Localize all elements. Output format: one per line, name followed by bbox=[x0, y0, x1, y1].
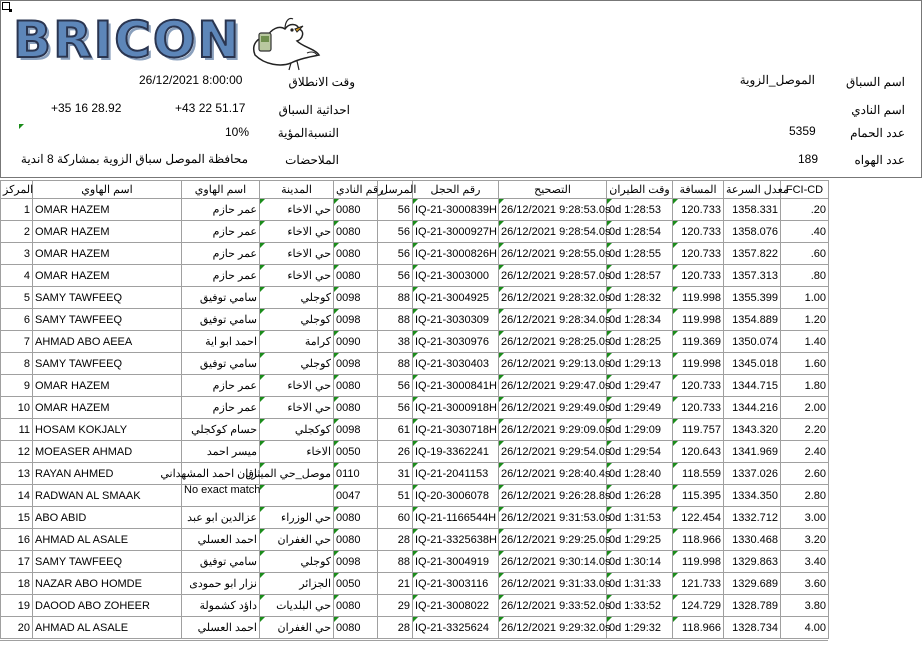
cell-name-en: RAYAN AHMED bbox=[33, 463, 182, 485]
cell-flight-time: 0d 1:29:47 bbox=[607, 375, 673, 397]
race-header-panel bbox=[0, 0, 922, 178]
cell-speed: 1358.076 bbox=[724, 221, 781, 243]
cell-sent: 88 bbox=[378, 287, 413, 309]
cell-correction: 26/12/2021 9:29:54.0s bbox=[499, 441, 607, 463]
pigeon-icon bbox=[245, 15, 323, 71]
next-row-edge bbox=[0, 640, 828, 650]
col-club-no: رقم النادي bbox=[334, 181, 378, 199]
cell-city: الجزائر bbox=[260, 573, 334, 595]
cell-marker bbox=[19, 124, 24, 129]
col-correction: التصحيح bbox=[499, 181, 607, 199]
cell-fci: 3.60 bbox=[781, 573, 829, 595]
cell-ring: IQ-21-3004925 bbox=[413, 287, 499, 309]
cell-club-no: 0110 bbox=[334, 463, 378, 485]
cell-rank: 19 bbox=[1, 595, 33, 617]
cell-flight-time: 0d 1:28:54 bbox=[607, 221, 673, 243]
cell-name-ar: عمر حازم bbox=[182, 265, 260, 287]
cell-ring: IQ-21-3325624 bbox=[413, 617, 499, 639]
cell-flight-time: 0d 1:29:13 bbox=[607, 353, 673, 375]
race-name-label: اسم السباق bbox=[846, 75, 905, 89]
logo-text: BRICON bbox=[13, 11, 242, 69]
cell-speed: 1345.018 bbox=[724, 353, 781, 375]
cell-sent: 29 bbox=[378, 595, 413, 617]
col-fci: FCI-CD bbox=[781, 181, 829, 199]
cell-ring: IQ-21-3000841H bbox=[413, 375, 499, 397]
col-flight-time: وقت الطيران bbox=[607, 181, 673, 199]
cell-rank: 13 bbox=[1, 463, 33, 485]
cell-flight-time: 0d 1:29:32 bbox=[607, 617, 673, 639]
cell-correction: 26/12/2021 9:28:32.0s bbox=[499, 287, 607, 309]
cell-fci: .40 bbox=[781, 221, 829, 243]
cell-fci: .80 bbox=[781, 265, 829, 287]
cell-name-ar: احمد العسلي bbox=[182, 617, 260, 639]
col-ring: رقم الحجل bbox=[413, 181, 499, 199]
race-results-table bbox=[0, 180, 829, 639]
cell-distance: 119.998 bbox=[673, 287, 724, 309]
cell-ring: IQ-21-3030976 bbox=[413, 331, 499, 353]
col-distance: المسافة bbox=[673, 181, 724, 199]
cell-fci: 2.00 bbox=[781, 397, 829, 419]
cell-fci: .60 bbox=[781, 243, 829, 265]
cell-distance: 119.369 bbox=[673, 331, 724, 353]
cell-flight-time: 0d 1:29:49 bbox=[607, 397, 673, 419]
cell-fci: 3.00 bbox=[781, 507, 829, 529]
cell-flight-time: 0d 1:26:28 bbox=[607, 485, 673, 507]
cell-distance: 120.733 bbox=[673, 397, 724, 419]
cell-rank: 18 bbox=[1, 573, 33, 595]
cell-correction: 26/12/2021 9:28:55.0s bbox=[499, 243, 607, 265]
cell-name-ar: داؤد كشمولة bbox=[182, 595, 260, 617]
cell-name-en: OMAR HAZEM bbox=[33, 375, 182, 397]
cell-rank: 12 bbox=[1, 441, 33, 463]
cell-city: موصل_حي الميثاق bbox=[260, 463, 334, 485]
cell-correction: 26/12/2021 9:28:53.0s bbox=[499, 199, 607, 221]
cell-name-en: ABO ABID bbox=[33, 507, 182, 529]
cell-name-ar: احمد ابو اية bbox=[182, 331, 260, 353]
notes-value: محافظة الموصل سباق الزوية بمشاركة 8 اندية bbox=[20, 152, 248, 166]
cell-ring: IQ-21-2041153 bbox=[413, 463, 499, 485]
notes-label: الملاحضات bbox=[285, 153, 339, 167]
cell-city: الاخاء bbox=[260, 441, 334, 463]
cell-ring: IQ-21-3000826H bbox=[413, 243, 499, 265]
cell-club-no: 0080 bbox=[334, 507, 378, 529]
cell-city: حي الوزراء bbox=[260, 507, 334, 529]
cell-club-no: 0080 bbox=[334, 397, 378, 419]
table-row[interactable] bbox=[1, 265, 829, 287]
table-row[interactable] bbox=[1, 397, 829, 419]
cell-ring: IQ-21-3325638H bbox=[413, 529, 499, 551]
cell-flight-time: 0d 1:28:40 bbox=[607, 463, 673, 485]
cell-sent: 56 bbox=[378, 243, 413, 265]
cell-distance: 120.733 bbox=[673, 199, 724, 221]
cell-rank: 17 bbox=[1, 551, 33, 573]
cell-city: حي البلديات bbox=[260, 595, 334, 617]
cell-name-ar: عمر حازم bbox=[182, 375, 260, 397]
cell-rank: 11 bbox=[1, 419, 33, 441]
cell-name-ar: ريان احمد المشهداني bbox=[182, 463, 260, 485]
cell-rank: 10 bbox=[1, 397, 33, 419]
cell-speed: 1329.689 bbox=[724, 573, 781, 595]
table-row[interactable] bbox=[1, 617, 829, 639]
cell-name-ar: سامي توفيق bbox=[182, 551, 260, 573]
cell-fci: 2.20 bbox=[781, 419, 829, 441]
cell-name-ar: سامي توفيق bbox=[182, 353, 260, 375]
table-row[interactable] bbox=[1, 199, 829, 221]
cell-club-no: 0098 bbox=[334, 287, 378, 309]
cell-sent: 56 bbox=[378, 221, 413, 243]
col-rank: المركز bbox=[1, 181, 33, 199]
cell-club-no: 0090 bbox=[334, 331, 378, 353]
cell-city: حي الغفران bbox=[260, 529, 334, 551]
cell-speed: 1328.734 bbox=[724, 617, 781, 639]
table-row[interactable] bbox=[1, 463, 829, 485]
table-row[interactable] bbox=[1, 485, 829, 507]
cell-fci: 1.40 bbox=[781, 331, 829, 353]
cell-sent: 61 bbox=[378, 419, 413, 441]
cell-fci: 2.80 bbox=[781, 485, 829, 507]
cell-fci: 1.60 bbox=[781, 353, 829, 375]
cell-speed: 1344.715 bbox=[724, 375, 781, 397]
cell-correction: 26/12/2021 9:26:28.8s bbox=[499, 485, 607, 507]
cell-distance: 124.729 bbox=[673, 595, 724, 617]
cell-name-en: HOSAM KOKJALY bbox=[33, 419, 182, 441]
cell-sent: 56 bbox=[378, 265, 413, 287]
cell-flight-time: 0d 1:29:09 bbox=[607, 419, 673, 441]
cell-ring: IQ-21-3003116 bbox=[413, 573, 499, 595]
cell-correction: 26/12/2021 9:28:40.4s bbox=[499, 463, 607, 485]
cell-club-no: 0080 bbox=[334, 529, 378, 551]
cell-rank: 6 bbox=[1, 309, 33, 331]
cell-name-en: SAMY TAWFEEQ bbox=[33, 353, 182, 375]
cell-name-en: SAMY TAWFEEQ bbox=[33, 309, 182, 331]
cell-correction: 26/12/2021 9:28:54.0s bbox=[499, 221, 607, 243]
cell-name-ar: سامي توفيق bbox=[182, 309, 260, 331]
cell-flight-time: 0d 1:28:53 bbox=[607, 199, 673, 221]
cell-rank: 9 bbox=[1, 375, 33, 397]
cell-sent: 21 bbox=[378, 573, 413, 595]
cell-ring: IQ-21-3030403 bbox=[413, 353, 499, 375]
club-name-label: اسم النادي bbox=[851, 103, 905, 117]
cell-correction: 26/12/2021 9:31:33.0s bbox=[499, 573, 607, 595]
cell-correction: 26/12/2021 9:28:57.0s bbox=[499, 265, 607, 287]
cell-fci: 4.00 bbox=[781, 617, 829, 639]
cell-club-no: 0098 bbox=[334, 551, 378, 573]
cell-distance: 118.966 bbox=[673, 617, 724, 639]
cell-sent: 56 bbox=[378, 375, 413, 397]
cell-sent: 28 bbox=[378, 529, 413, 551]
table-header-row bbox=[1, 181, 829, 199]
col-sent: المرسل bbox=[378, 181, 413, 199]
cell-sent: 38 bbox=[378, 331, 413, 353]
table-row[interactable] bbox=[1, 375, 829, 397]
cell-club-no: 0080 bbox=[334, 199, 378, 221]
cell-city: كوكجلي bbox=[260, 419, 334, 441]
cell-flight-time: 0d 1:30:14 bbox=[607, 551, 673, 573]
cell-flight-time: 0d 1:31:53 bbox=[607, 507, 673, 529]
cell-name-ar: احمد العسلي bbox=[182, 529, 260, 551]
cell-speed: 1357.313 bbox=[724, 265, 781, 287]
cell-correction: 26/12/2021 9:29:09.0s bbox=[499, 419, 607, 441]
col-speed: معدل السرعة bbox=[724, 181, 781, 199]
cell-sent: 88 bbox=[378, 309, 413, 331]
cell-ring: IQ-21-3004919 bbox=[413, 551, 499, 573]
cell-name-ar: عمر حازم bbox=[182, 221, 260, 243]
race-coord-lon: +35 16 28.92 bbox=[51, 101, 122, 115]
cell-name-ar: نزار ابو حمودى bbox=[182, 573, 260, 595]
cell-club-no: 0050 bbox=[334, 441, 378, 463]
cell-fci: 3.80 bbox=[781, 595, 829, 617]
cell-club-no: 0080 bbox=[334, 375, 378, 397]
cell-rank: 8 bbox=[1, 353, 33, 375]
cell-name-ar: ميسر احمد bbox=[182, 441, 260, 463]
cell-club-no: 0098 bbox=[334, 353, 378, 375]
col-city: المدينة bbox=[260, 181, 334, 199]
cell-speed: 1358.331 bbox=[724, 199, 781, 221]
cell-fci: 1.20 bbox=[781, 309, 829, 331]
cell-fci: 2.60 bbox=[781, 463, 829, 485]
cell-correction: 26/12/2021 9:28:34.0s bbox=[499, 309, 607, 331]
cell-fci: .20 bbox=[781, 199, 829, 221]
cell-speed: 1329.863 bbox=[724, 551, 781, 573]
cell-club-no: 0098 bbox=[334, 419, 378, 441]
cell-distance: 120.733 bbox=[673, 265, 724, 287]
pigeon-count-value: 5359 bbox=[789, 124, 816, 138]
race-coords-label: احداثية السباق bbox=[278, 103, 350, 117]
cell-rank: 2 bbox=[1, 221, 33, 243]
cell-distance: 119.757 bbox=[673, 419, 724, 441]
cell-name-en: AHMAD ABO AEEA bbox=[33, 331, 182, 353]
cell-speed: 1328.789 bbox=[724, 595, 781, 617]
cell-ring: IQ-20-3006078 bbox=[413, 485, 499, 507]
cell-club-no: 0080 bbox=[334, 617, 378, 639]
cell-city: حي الاخاء bbox=[260, 199, 334, 221]
cell-correction: 26/12/2021 9:29:13.0s bbox=[499, 353, 607, 375]
cell-name-en: DAOOD ABO ZOHEER bbox=[33, 595, 182, 617]
cell-flight-time: 0d 1:33:52 bbox=[607, 595, 673, 617]
cell-name-en: NAZAR ABO HOMDE bbox=[33, 573, 182, 595]
cell-ring: IQ-19-3362241 bbox=[413, 441, 499, 463]
cell-flight-time: 0d 1:28:34 bbox=[607, 309, 673, 331]
cell-club-no: 0098 bbox=[334, 309, 378, 331]
cell-distance: 121.733 bbox=[673, 573, 724, 595]
cell-name-en: OMAR HAZEM bbox=[33, 221, 182, 243]
cell-rank: 14 bbox=[1, 485, 33, 507]
cell-ring: IQ-21-3000927H bbox=[413, 221, 499, 243]
cell-speed: 1350.074 bbox=[724, 331, 781, 353]
cell-ring: IQ-21-3000839H bbox=[413, 199, 499, 221]
cell-name-en: OMAR HAZEM bbox=[33, 265, 182, 287]
table-row[interactable] bbox=[1, 353, 829, 375]
cell-name-en: OMAR HAZEM bbox=[33, 397, 182, 419]
cell-flight-time: 0d 1:31:33 bbox=[607, 573, 673, 595]
cell-club-no: 0050 bbox=[334, 573, 378, 595]
bricon-logo bbox=[13, 13, 313, 67]
table-row[interactable] bbox=[1, 221, 829, 243]
cell-distance: 120.733 bbox=[673, 221, 724, 243]
cell-sent: 56 bbox=[378, 397, 413, 419]
cell-correction: 26/12/2021 9:28:25.0s bbox=[499, 331, 607, 353]
table-row[interactable] bbox=[1, 529, 829, 551]
cell-distance: 122.454 bbox=[673, 507, 724, 529]
table-row[interactable] bbox=[1, 507, 829, 529]
cell-sent: 60 bbox=[378, 507, 413, 529]
cell-correction: 26/12/2021 9:29:25.0s bbox=[499, 529, 607, 551]
cell-speed: 1330.468 bbox=[724, 529, 781, 551]
table-row[interactable] bbox=[1, 287, 829, 309]
cell-flight-time: 0d 1:28:57 bbox=[607, 265, 673, 287]
cell-ring: IQ-21-3003000 bbox=[413, 265, 499, 287]
cell-ring: IQ-21-3000918H bbox=[413, 397, 499, 419]
cell-city: كوجلي bbox=[260, 287, 334, 309]
cell-speed: 1337.026 bbox=[724, 463, 781, 485]
cell-name-en: MOEASER AHMAD bbox=[33, 441, 182, 463]
cell-city: كوجلي bbox=[260, 353, 334, 375]
cell-ring: IQ-21-3030718H bbox=[413, 419, 499, 441]
cell-distance: 119.998 bbox=[673, 309, 724, 331]
pigeon-count-label: عدد الحمام bbox=[850, 126, 905, 140]
cell-sent: 88 bbox=[378, 353, 413, 375]
cell-city: حي الاخاء bbox=[260, 265, 334, 287]
cell-city: حي الاخاء bbox=[260, 243, 334, 265]
cell-name-en: SAMY TAWFEEQ bbox=[33, 551, 182, 573]
start-time-label: وقت الانطلاق bbox=[288, 75, 355, 89]
cell-fci: 3.20 bbox=[781, 529, 829, 551]
cell-name-ar: عمر حازم bbox=[182, 199, 260, 221]
cell-name-ar: عمر حازم bbox=[182, 397, 260, 419]
cell-fci: 1.00 bbox=[781, 287, 829, 309]
table-row[interactable] bbox=[1, 573, 829, 595]
col-name-ar: اسم الهاوي bbox=[182, 181, 260, 199]
cell-rank: 15 bbox=[1, 507, 33, 529]
cell-distance: 119.998 bbox=[673, 353, 724, 375]
cell-city: حي الاخاء bbox=[260, 375, 334, 397]
start-time-value: 26/12/2021 8:00:00 bbox=[139, 73, 243, 87]
cell-rank: 4 bbox=[1, 265, 33, 287]
cell-ring: IQ-21-3008022 bbox=[413, 595, 499, 617]
cell-distance: 118.559 bbox=[673, 463, 724, 485]
table-row[interactable] bbox=[1, 419, 829, 441]
table-row[interactable] bbox=[1, 441, 829, 463]
cell-name-ar: عمر حازم bbox=[182, 243, 260, 265]
cell-name-ar: عزالدين ابو عبد bbox=[182, 507, 260, 529]
cell-name-en: OMAR HAZEM bbox=[33, 199, 182, 221]
fanciers-count-label: عدد الهواه bbox=[854, 153, 905, 167]
cell-correction: 26/12/2021 9:29:32.0s bbox=[499, 617, 607, 639]
cell-speed: 1334.350 bbox=[724, 485, 781, 507]
cell-sent: 51 bbox=[378, 485, 413, 507]
cell-fci: 3.40 bbox=[781, 551, 829, 573]
percent-value: 10% bbox=[225, 125, 250, 139]
cell-distance: 120.733 bbox=[673, 243, 724, 265]
cell-name-ar: No exact match bbox=[182, 485, 260, 507]
percent-label: النسبةالمؤية bbox=[277, 126, 339, 140]
cell-city: حي الاخاء bbox=[260, 397, 334, 419]
cell-flight-time: 0d 1:28:32 bbox=[607, 287, 673, 309]
cell-club-no: 0080 bbox=[334, 243, 378, 265]
cell-city: كوجلي bbox=[260, 551, 334, 573]
cell-speed: 1357.822 bbox=[724, 243, 781, 265]
cell-club-no: 0080 bbox=[334, 595, 378, 617]
cell-speed: 1343.320 bbox=[724, 419, 781, 441]
cell-club-no: 0080 bbox=[334, 221, 378, 243]
cell-name-en: AHMAD AL ASALE bbox=[33, 529, 182, 551]
cell-correction: 26/12/2021 9:30:14.0s bbox=[499, 551, 607, 573]
cell-flight-time: 0d 1:28:55 bbox=[607, 243, 673, 265]
col-name-en: اسم الهاوي bbox=[33, 181, 182, 199]
cell-sent: 26 bbox=[378, 441, 413, 463]
cell-speed: 1341.969 bbox=[724, 441, 781, 463]
cell-distance: 119.998 bbox=[673, 551, 724, 573]
cell-speed: 1332.712 bbox=[724, 507, 781, 529]
cell-fci: 1.80 bbox=[781, 375, 829, 397]
cell-rank: 3 bbox=[1, 243, 33, 265]
cell-rank: 1 bbox=[1, 199, 33, 221]
cell-name-ar: حسام كوكجلي bbox=[182, 419, 260, 441]
cell-ring: IQ-21-3030309 bbox=[413, 309, 499, 331]
race-name-value: الموصل_الزوية bbox=[739, 73, 815, 87]
cell-correction: 26/12/2021 9:29:47.0s bbox=[499, 375, 607, 397]
table-row[interactable] bbox=[1, 243, 829, 265]
cell-correction: 26/12/2021 9:29:49.0s bbox=[499, 397, 607, 419]
cell-speed: 1344.216 bbox=[724, 397, 781, 419]
cell-name-ar: سامي توفيق bbox=[182, 287, 260, 309]
cell-club-no: 0080 bbox=[334, 265, 378, 287]
cell-city: حي الغفران bbox=[260, 617, 334, 639]
cell-name-en: RADWAN AL SMAAK bbox=[33, 485, 182, 507]
table-row[interactable] bbox=[1, 551, 829, 573]
cell-city: كوجلي bbox=[260, 309, 334, 331]
cell-name-en: AHMAD AL ASALE bbox=[33, 617, 182, 639]
race-coord-lat: +43 22 51.17 bbox=[175, 101, 246, 115]
cell-flight-time: 0d 1:28:25 bbox=[607, 331, 673, 353]
cell-city: كرامة bbox=[260, 331, 334, 353]
cell-rank: 16 bbox=[1, 529, 33, 551]
cell-rank: 20 bbox=[1, 617, 33, 639]
cell-fci: 2.40 bbox=[781, 441, 829, 463]
cell-distance: 115.395 bbox=[673, 485, 724, 507]
fanciers-count-value: 189 bbox=[798, 152, 819, 166]
cell-correction: 26/12/2021 9:31:53.0s bbox=[499, 507, 607, 529]
cell-sent: 56 bbox=[378, 199, 413, 221]
cell-speed: 1354.889 bbox=[724, 309, 781, 331]
cell-correction: 26/12/2021 9:33:52.0s bbox=[499, 595, 607, 617]
cell-club-no: 0047 bbox=[334, 485, 378, 507]
cell-speed: 1355.399 bbox=[724, 287, 781, 309]
cell-ring: IQ-21-1166544H bbox=[413, 507, 499, 529]
cell-sent: 88 bbox=[378, 551, 413, 573]
cell-flight-time: 0d 1:29:25 bbox=[607, 529, 673, 551]
cell-distance: 120.643 bbox=[673, 441, 724, 463]
table-row[interactable] bbox=[1, 595, 829, 617]
table-row[interactable] bbox=[1, 309, 829, 331]
cell-sent: 28 bbox=[378, 617, 413, 639]
cell-flight-time: 0d 1:29:54 bbox=[607, 441, 673, 463]
cell-distance: 120.733 bbox=[673, 375, 724, 397]
cell-city: حي الاخاء bbox=[260, 221, 334, 243]
cell-rank: 5 bbox=[1, 287, 33, 309]
cell-city bbox=[260, 485, 334, 507]
cell-rank: 7 bbox=[1, 331, 33, 353]
cell-name-en: OMAR HAZEM bbox=[33, 243, 182, 265]
cell-name-en: SAMY TAWFEEQ bbox=[33, 287, 182, 309]
cell-sent: 31 bbox=[378, 463, 413, 485]
cell-distance: 118.966 bbox=[673, 529, 724, 551]
table-row[interactable] bbox=[1, 331, 829, 353]
